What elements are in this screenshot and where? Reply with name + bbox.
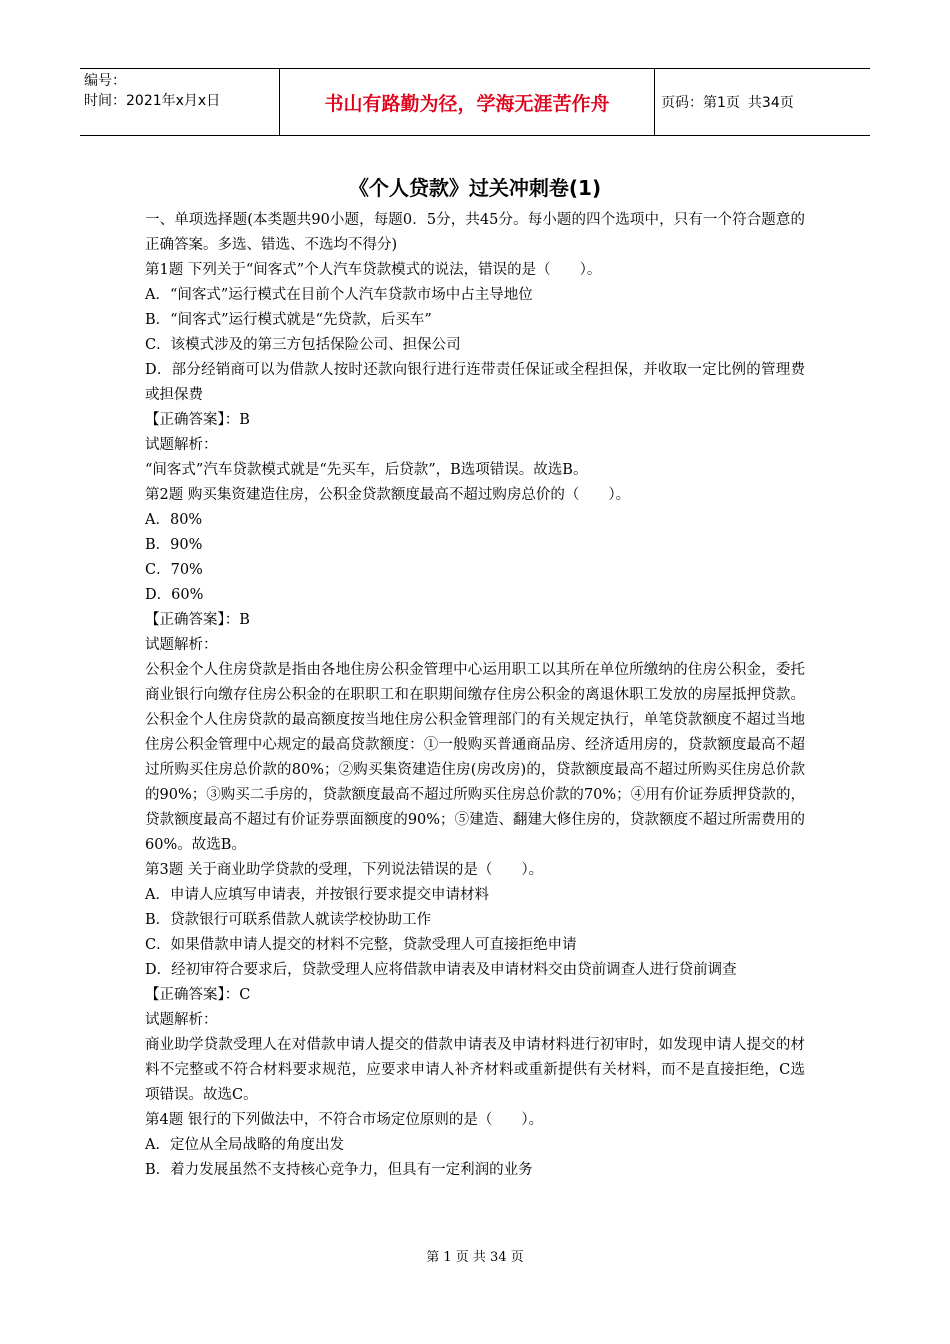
paragraph: 第4题 银行的下列做法中，不符合市场定位原则的是（ ）。 <box>145 1112 544 1128</box>
paragraph: 第1题 下列关于“间客式”个人汽车贷款模式的说法，错误的是（ ）。 <box>145 262 602 278</box>
document-number: 编号： <box>84 73 126 89</box>
paragraph: A．80% <box>145 512 203 528</box>
paragraph: 公积金个人住房贷款是指由各地住房公积金管理中心运用职工以其所在单位所缴纳的住房公积金，委托商业银行向缴存住房公积金的在职职工和在职期间缴存住房公积金的离退休职工发放的房屋抵押贷款。公积金个人住房贷款的最高额度按当地住房公积金管理部门的有关规定执行，单笔贷款额度不超过当地住房公积金管理中心规定的最高贷款额度：①一般购买普通商品房、经济适用房的，贷款额度最高不超过所购买住房总价款的80%；②购买集资建造住房(房改房)的，贷款额度最高不超过所购买住房总价款的90%；③购买二手房的，贷款额度最高不超过所购买住房总价款的70%；④用有价证券质押贷款的，贷款额度最高不超过有价证券票面额度的90%；⑤建造、翻建大修住房的，贷款额度不超过所需费用的60%。故选B。 <box>145 662 805 853</box>
paragraph: 【正确答案】：B <box>145 612 250 628</box>
paragraph: 试题解析： <box>145 437 218 453</box>
paragraph: D．部分经销商可以为借款人按时还款向银行进行连带责任保证或全程担保，并收取一定比例的管理费或担保费 <box>145 362 805 403</box>
header-meta <box>80 69 280 135</box>
paragraph: 第2题 购买集资建造住房，公积金贷款额度最高不超过购房总价的（ ）。 <box>145 487 631 503</box>
paragraph: 【正确答案】：B <box>145 412 250 428</box>
page-header <box>80 68 870 136</box>
paragraph: D．经初审符合要求后，贷款受理人应将借款申请表及申请材料交由贷前调查人进行贷前调查 <box>145 962 737 978</box>
header-page-number: 页码：第1页 <box>661 95 740 111</box>
paragraph: 【正确答案】：C <box>145 987 251 1003</box>
paragraph: A．定位从全局战略的角度出发 <box>145 1137 344 1153</box>
paragraph: B．90% <box>145 537 203 553</box>
paragraph: A．申请人应填写申请表，并按银行要求提交申请材料 <box>145 887 489 903</box>
paragraph: B．着力发展虽然不支持核心竞争力，但具有一定利润的业务 <box>145 1162 533 1178</box>
paragraph: B．“间客式”运行模式就是“先贷款，后买车” <box>145 312 432 328</box>
paragraph: A．“间客式”运行模式在目前个人汽车贷款市场中占主导地位 <box>145 287 533 303</box>
paragraph: C．70% <box>145 562 203 578</box>
document-date: 时间：2021年x月x日 <box>84 93 221 109</box>
header-page-total: 共34页 <box>747 95 794 111</box>
page-footer: 第 1 页 共 34 页 <box>426 1250 524 1265</box>
document-body <box>145 208 805 1183</box>
header-page-info <box>655 69 870 135</box>
paragraph: C．如果借款申请人提交的材料不完整，贷款受理人可直接拒绝申请 <box>145 937 577 953</box>
paragraph: 一、单项选择题(本类题共90小题，每题0．5分，共45分。每小题的四个选项中，只有一个符合题意的正确答案。多选、错选、不选均不得分) <box>145 212 805 253</box>
paragraph: “间客式”汽车贷款模式就是“先买车，后贷款”，B选项错误。故选B。 <box>145 462 588 478</box>
paragraph: 试题解析： <box>145 637 218 653</box>
paragraph: 第3题 关于商业助学贷款的受理，下列说法错误的是（ ）。 <box>145 862 544 878</box>
paragraph: 商业助学贷款受理人在对借款申请人提交的借款申请表及申请材料进行初审时，如发现申请人提交的材料不完整或不符合材料要求规范，应要求申请人补齐材料或重新提供有关材料，而不是直接拒绝，C选项错误。故选C。 <box>145 1037 805 1103</box>
paragraph: C．该模式涉及的第三方包括保险公司、担保公司 <box>145 337 461 353</box>
document-title: 《个人贷款》过关冲刺卷(1) <box>348 176 602 200</box>
paragraph: D．60% <box>145 587 204 603</box>
paragraph: B．贷款银行可联系借款人就读学校协助工作 <box>145 912 432 928</box>
paragraph: 试题解析： <box>145 1012 218 1028</box>
header-motto: 书山有路勤为径，学海无涯苦作舟 <box>280 69 655 135</box>
